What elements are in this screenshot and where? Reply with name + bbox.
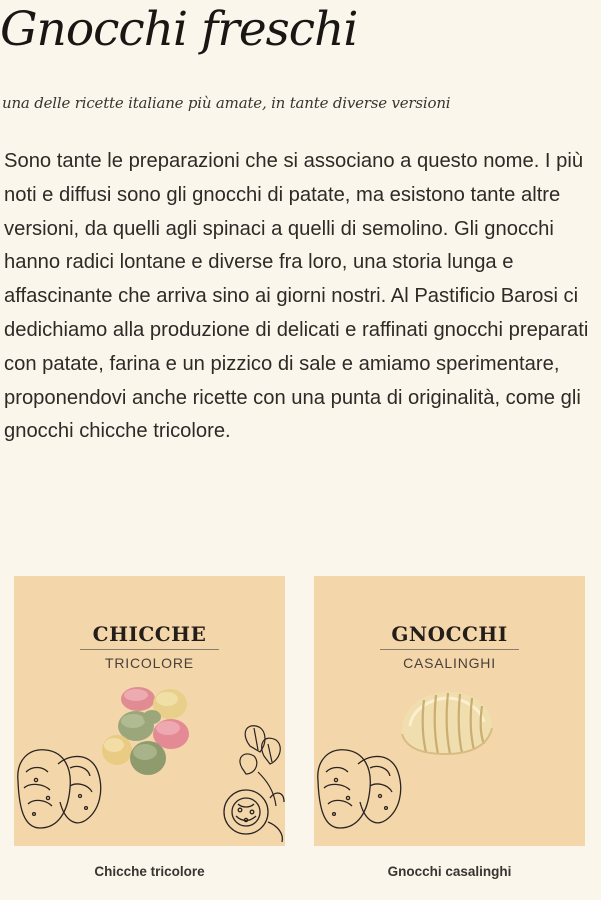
page-title: Gnocchi freschi [0, 2, 358, 57]
page-subtitle: una delle ricette italiane più amate, in tante diverse versioni [2, 94, 451, 112]
chicche-tricolore-illustration [14, 576, 285, 846]
card-subheading: TRICOLORE [105, 655, 194, 671]
card-divider [380, 649, 519, 650]
intro-paragraph: Sono tante le preparazioni che si associano a questo nome. I più noti e diffusi sono gli gnocchi di patate, ma esistono tante altre versioni, da quelli agli spinaci a quelli di semolino. Gli gnocchi hanno radici lontane e diverse fra loro, una storia lunga e affascinante che arriva sino ai giorni nostri. Al Pastificio Barosi ci dedichiamo alla produzione di delicati e raffinati gnocchi preparati con patate, farina e un pizzico di sale e amiamo sperimentare, proponendovi anche ricette con una punta di originalità, come gli gnocchi chicche tricolore. [4, 150, 589, 443]
card-subheading: CASALINGHI [403, 655, 496, 671]
product-caption-chicche-tricolore[interactable]: Chicche tricolore [94, 864, 205, 879]
gnocco-casalingo [402, 692, 492, 754]
product-card-gnocchi-casalinghi[interactable] [314, 576, 585, 894]
card-heading: CHICCHE [92, 622, 207, 646]
product-caption-gnocchi-casalinghi[interactable]: Gnocchi casalinghi [387, 864, 512, 879]
potato-sketch-icon [318, 750, 401, 828]
product-card-chicche-tricolore[interactable] [14, 576, 285, 894]
potato-sketch-icon [18, 750, 101, 828]
card-divider [80, 649, 219, 650]
gnocchi-casalinghi-illustration [314, 576, 585, 846]
product-image-chicche-tricolore[interactable] [14, 576, 285, 846]
chicche-gnocchi-pile [102, 687, 189, 775]
tomato-sketch-icon [224, 790, 284, 842]
product-image-gnocchi-casalinghi[interactable] [314, 576, 585, 846]
card-heading: GNOCCHI [391, 622, 508, 646]
